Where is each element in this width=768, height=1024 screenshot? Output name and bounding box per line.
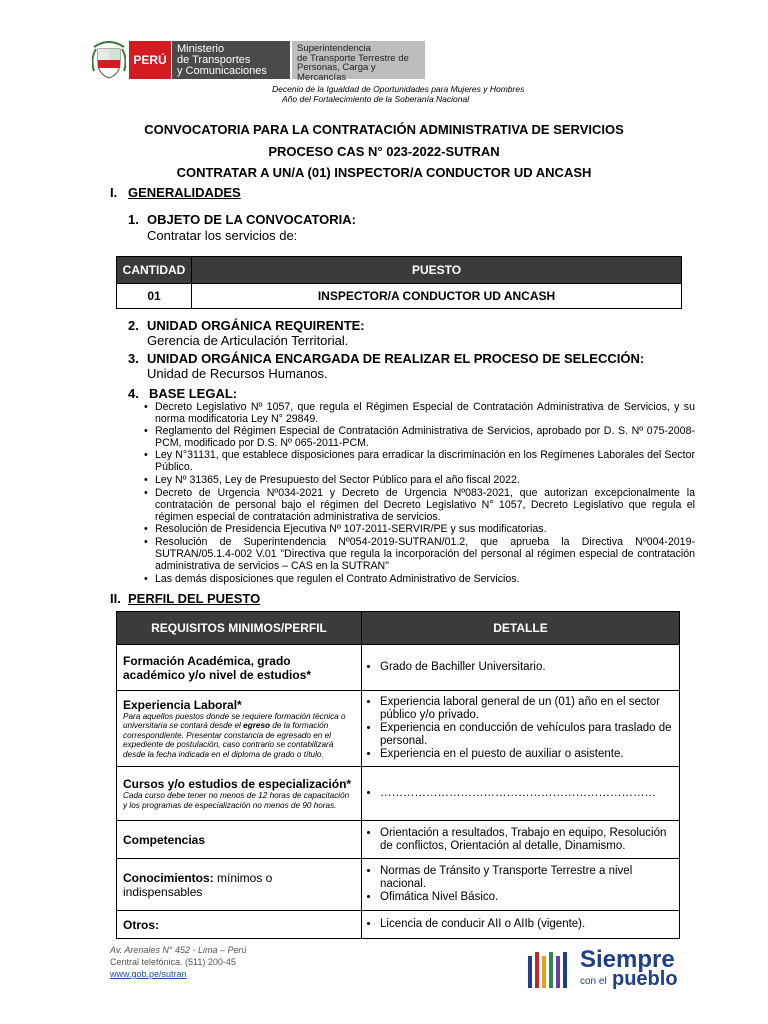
- peru-logo: PERÚ: [129, 41, 171, 79]
- item-number: 1.: [128, 212, 139, 227]
- column-header: DETALLE: [362, 612, 680, 645]
- detail-cell: • ………………………………………………………………: [362, 767, 680, 821]
- table-row: [117, 691, 680, 767]
- table-row: [117, 767, 680, 821]
- column-header: REQUISITOS MINIMOS/PERFIL: [117, 612, 362, 645]
- table-row: [117, 911, 680, 939]
- list-item: • Ley N°31131, que establece disposiciones para erradicar la discriminación en los Regímenes Laborales del Sector Público.: [144, 449, 695, 473]
- slogan-bars-icon: [526, 950, 572, 990]
- list-item: • Resolución de Superintendencia Nº054-2019-SUTRAN/01.2, que aprueba la Directiva Nº004-2019-SUTRAN/05.1.4-002 V.01 "Directiva que regula la incorporación del personal al régimen especial de contratación administrativa de servicios – CAS en la SUTRAN": [144, 536, 695, 572]
- table-row: [117, 859, 680, 911]
- column-header: PUESTO: [192, 257, 682, 284]
- detail-cell: • Experiencia laboral general de un (01) año en el sector público y/o privado. • Experiencia en conducción de vehículos para traslado de personal. • Experiencia en el puesto de auxiliar o asistente.: [362, 691, 680, 767]
- item-text: Unidad de Recursos Humanos.: [147, 366, 328, 381]
- requirement-cell: Formación Académica, grado académico y/o nivel de estudios*: [117, 645, 362, 691]
- section-number: I.: [110, 185, 118, 200]
- list-item: • Las demás disposiciones que regulen el Contrato Administrativo de Servicios.: [144, 573, 520, 585]
- list-item: • Resolución de Presidencia Ejecutiva Nº 107-2011-SERVIR/PE y sus modificatorias.: [144, 523, 547, 535]
- item-heading: UNIDAD ORGÁNICA ENCARGADA DE REALIZAR EL PROCESO DE SELECCIÓN:: [147, 351, 645, 366]
- list-item: • Ley Nº 31365, Ley de Presupuesto del Sector Público para el año fiscal 2022.: [144, 474, 520, 486]
- item-text: Gerencia de Articulación Territorial.: [147, 333, 349, 348]
- table-cell: INSPECTOR/A CONDUCTOR UD ANCASH: [192, 284, 682, 309]
- item-heading: OBJETO DE LA CONVOCATORIA:: [147, 212, 356, 227]
- item-heading: UNIDAD ORGÁNICA REQUIRENTE:: [147, 318, 365, 333]
- requirement-cell: Experiencia Laboral* Para aquellos puestos donde se requiere formación técnica o universitaria se contará desde el egreso de la formación correspondiente. Presentar constancia de egresado en el expediente de postulación, caso contrario se contabilizará desde la fecha indicada en el diploma de grado o título.: [117, 691, 362, 767]
- position-title: CONTRATAR A UN/A (01) INSPECTOR/A CONDUCTOR UD ANCASH: [176, 165, 592, 180]
- requirement-cell: Competencias: [117, 821, 362, 859]
- ministry-logo: Ministerio de Transportes y Comunicaciones: [172, 41, 290, 79]
- requirement-cell: Otros:: [117, 911, 362, 939]
- section-number: II.: [110, 591, 121, 606]
- table-row: [117, 821, 680, 859]
- detail-cell: • Normas de Tránsito y Transporte Terrestre a nivel nacional. • Ofimática Nivel Básico.: [362, 859, 680, 911]
- position-table: [116, 256, 682, 309]
- detail-cell: • Licencia de conducir AII o AIIb (vigente).: [362, 911, 680, 939]
- requirement-cell: Cursos y/o estudios de especialización* Cada curso debe tener no menos de 12 horas de capacitación y los programas de especialización no menos de 90 horas.: [117, 767, 362, 821]
- list-item: • Reglamento del Régimen Especial de Contratación Administrativa de Servicios, aprobado por D. S. Nº 075-2008-PCM, modificado por D.S. Nº 065-2011-PCM.: [144, 425, 695, 449]
- item-heading: BASE LEGAL:: [149, 386, 238, 401]
- agency-logo: Superintendencia de Transporte Terrestre de Personas, Carga y Mercancías: [292, 41, 425, 79]
- website-link[interactable]: www.gob.pe/sutran: [110, 969, 187, 979]
- table-row: [117, 284, 682, 309]
- footer-address: Av. Arenales N° 452 - Lima – Perú Central telefónica. (511) 200-45 www.gob.pe/sutran: [110, 945, 247, 979]
- decenio-text: Decenio de la Igualdad de Oportunidades para Mujeres y Hombres Año del Fortalecimiento de la Soberanía Nacional: [272, 84, 525, 104]
- list-item: • Decreto de Urgencia Nº034-2021 y Decreto de Urgencia Nº083-2021, que autorizan excepcionalmente la contratación de personal bajo el régimen del Decreto Legislativo N° 1057, Decreto Legislativo que regula el régimen especial de contratación administrativa de servicios.: [144, 487, 695, 523]
- item-number: 3.: [128, 351, 139, 366]
- column-header: CANTIDAD: [117, 257, 192, 284]
- profile-table: [116, 611, 680, 939]
- item-text: Contratar los servicios de:: [147, 228, 298, 243]
- table-row: [117, 645, 680, 691]
- item-number: 2.: [128, 318, 139, 333]
- item-number: 4.: [128, 386, 139, 401]
- section-heading: PERFIL DEL PUESTO: [128, 591, 261, 606]
- detail-cell: • Grado de Bachiller Universitario.: [362, 645, 680, 691]
- list-item: • Decreto Legislativo Nº 1057, que regula el Régimen Especial de Contratación Administrativa de Servicios, y su norma modificatoria Ley N° 29849.: [144, 401, 695, 425]
- process-title: PROCESO CAS N° 023-2022-SUTRAN: [268, 144, 500, 159]
- detail-cell: • Orientación a resultados, Trabajo en equipo, Resolución de conflictos, Orientación al detalle, Dinamismo.: [362, 821, 680, 859]
- section-heading: GENERALIDADES: [128, 185, 241, 200]
- coat-of-arms-icon: [92, 41, 126, 79]
- table-cell: 01: [117, 284, 192, 309]
- document-title: CONVOCATORIA PARA LA CONTRATACIÓN ADMINISTRATIVA DE SERVICIOS: [144, 122, 624, 137]
- requirement-cell: Conocimientos: mínimos o indispensables: [117, 859, 362, 911]
- slogan-logo: Siempre con el pueblo: [526, 946, 706, 992]
